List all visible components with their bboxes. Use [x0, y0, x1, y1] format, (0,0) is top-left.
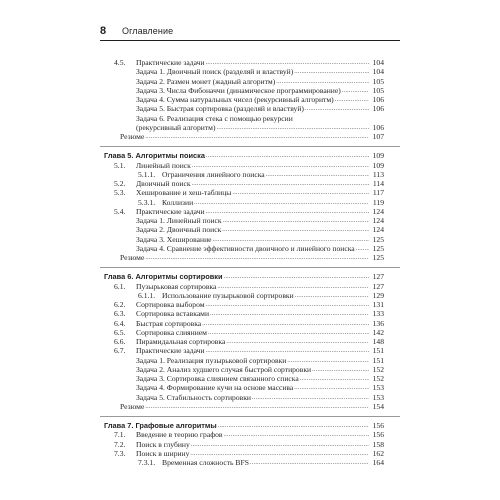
toc-entry-title: Задача 3. Хеширование	[136, 234, 212, 244]
toc-entry-page: 152	[372, 374, 384, 383]
toc-entry-page: 119	[372, 197, 384, 207]
toc-entry-page: 152	[372, 364, 384, 374]
toc-entry-page: 106	[372, 104, 384, 114]
toc-entry-title: Задача 4. Сравнение эффективности двоичного и линейного поиска	[136, 243, 355, 253]
toc-entry-page: 162	[372, 448, 384, 458]
toc-entry-title: Резюме	[120, 132, 145, 141]
toc-entry-number: 6.2.	[114, 300, 126, 309]
toc-entry-page: 127	[372, 272, 384, 282]
toc-entry-page: 133	[372, 309, 384, 319]
toc-entry-number: 7.1.	[114, 430, 126, 440]
toc-entry-title: Практические задачи	[136, 346, 205, 356]
toc-entry-page: 107	[372, 132, 384, 141]
toc-entry-title: Сортировка слиянием	[136, 327, 207, 337]
toc-entry-number: 4.5.	[114, 58, 126, 67]
toc-entry-page: 124	[372, 206, 384, 216]
toc-entry-number: 5.2.	[114, 179, 126, 188]
toc-entry-title: Сортировка выбором	[136, 300, 205, 309]
dot-leader	[250, 457, 369, 468]
toc-entry-page: 124	[372, 225, 384, 235]
toc-entry-number: 7.3.1.	[138, 458, 156, 467]
toc-entry-page: 156	[372, 421, 384, 430]
toc-entry-page: 106	[372, 95, 384, 104]
toc-entry-number: 5.1.	[114, 160, 126, 170]
toc-entry-title: Резюме	[120, 253, 145, 262]
toc-entry-page: 151	[372, 355, 384, 365]
toc-entry-page: 131	[372, 300, 384, 309]
toc-entry-number: 5.1.1.	[138, 169, 156, 179]
toc-entry-number: 7.2.	[114, 439, 126, 449]
toc-entry-number: 6.1.	[114, 281, 126, 291]
toc-entry-page: 142	[372, 327, 384, 337]
toc-entry-page: 156	[372, 430, 384, 440]
toc-entry-title: Задача 5. Быстрая сортировка (разделяй и властвуй)	[136, 104, 304, 114]
toc-entry-title: Задача 2. Анализ худшего случая быстрой сортировки	[136, 364, 312, 374]
page-number: 8	[100, 25, 107, 37]
toc-entry-title: Линейный поиск	[136, 160, 191, 170]
toc-entry-title: Использование пузырьковой сортировки	[162, 290, 294, 300]
toc-entry-page: 154	[372, 401, 384, 411]
toc-entry-title: Коллизии	[162, 197, 194, 207]
toc-entry-title: Глава 5. Алгоритмы поиска	[104, 151, 205, 161]
toc-entry-page: 113	[372, 169, 384, 179]
toc-entry-page: 148	[372, 337, 384, 346]
toc-entry-number: 5.4.	[114, 206, 126, 216]
toc-entry-number: 6.6.	[114, 337, 126, 346]
toc-entry-title: Задача 4. Формирование кучи на основе массива	[136, 383, 294, 393]
toc-entry	[110, 402, 384, 411]
toc-entry-title: (рекурсивный алгоритм)	[136, 122, 216, 132]
toc-entry-number: 6.7.	[114, 346, 126, 356]
toc-entry	[110, 253, 384, 262]
toc-entry-page: 158	[372, 439, 384, 449]
toc-entry-page: 153	[372, 383, 384, 393]
toc-entry-title: Двоичный поиск	[136, 179, 191, 188]
toc-entry-title: Задача 1. Двоичный поиск (разделяй и властвуй)	[136, 67, 294, 77]
toc-entry-number: 6.3.	[114, 309, 126, 319]
toc-entry-title: Задача 2. Размен монет (жадный алгоритм)	[136, 76, 276, 86]
toc-entry-title: Задача 1. Реализация пузырьковой сортировки	[136, 355, 287, 365]
toc-entry-page: 125	[372, 234, 384, 244]
toc-entry-page: 105	[372, 85, 384, 95]
toc-entry-title: Глава 7. Графовые алгоритмы	[104, 421, 217, 430]
toc-entry-title: Быстрая сортировка	[136, 318, 202, 328]
toc-entry-page: 109	[372, 151, 384, 161]
toc-entry-page: 109	[372, 160, 384, 170]
toc-entry-title: Глава 6. Алгоритмы сортировки	[104, 272, 223, 282]
toc-entry-title: Задача 5. Стабильность сортировки	[136, 392, 251, 402]
running-head: Оглавление	[122, 26, 174, 36]
toc-entry-number: 6.4.	[114, 318, 126, 328]
toc-entry-title: Временная сложность BFS	[162, 458, 249, 467]
toc-entry-page: 125	[372, 243, 384, 253]
toc-entry-page: 106	[372, 122, 384, 132]
toc-entry-title: Пирамидальная сортировка	[136, 337, 226, 346]
toc-entry-page: 114	[372, 179, 384, 188]
toc-entry-title: Задача 3. Числа Фибоначчи (динамическое программирование)	[136, 85, 341, 95]
toc-entry	[110, 132, 384, 141]
toc-entry-page: 104	[372, 58, 384, 67]
toc-entry-page: 117	[372, 188, 384, 198]
toc-entry-page: 151	[372, 346, 384, 356]
header-rule	[100, 40, 400, 41]
toc-entry-title: Хеширование и хеш-таблицы	[136, 188, 232, 198]
toc-entry-page: 136	[372, 318, 384, 328]
toc-entry-page: 124	[372, 216, 384, 225]
toc-entry-title: Задача 4. Сумма натуральных чисел (рекурсивный алгоритм)	[136, 95, 334, 104]
toc-entry-title: Задача 1. Линейный поиск	[136, 216, 222, 225]
toc-entry-page: 164	[372, 458, 384, 467]
table-of-contents	[104, 58, 384, 467]
toc-entry-title: Сортировка вставками	[136, 309, 210, 319]
page-header	[100, 25, 400, 37]
toc-entry-page: 125	[372, 253, 384, 262]
toc-entry-page: 105	[372, 76, 384, 86]
toc-entry	[110, 458, 384, 467]
toc-entry-title: Задача 6. Реализация стека с помощью рекурсии	[136, 113, 293, 123]
toc-entry	[110, 104, 384, 113]
toc-entry-title: Пузырьковая сортировка	[136, 281, 217, 291]
toc-entry-title: Поиск в ширину	[136, 448, 190, 458]
toc-entry-title: Резюме	[120, 401, 145, 411]
toc-entry-number: 7.3.	[114, 448, 126, 458]
toc-entry-title: Введение в теорию графов	[136, 430, 223, 440]
toc-entry-number: 5.3.1.	[138, 197, 156, 207]
toc-entry-title: Практические задачи	[136, 206, 205, 216]
toc-entry-page: 127	[372, 281, 384, 291]
toc-entry-number: 6.1.1.	[138, 290, 156, 300]
toc-entry-title: Практические задачи	[136, 58, 205, 67]
toc-entry-title: Поиск в глубину	[136, 439, 190, 449]
toc-entry-page: 129	[372, 290, 384, 300]
toc-entry-title: Задача 3. Сортировка слиянием связанного списка	[136, 374, 299, 383]
toc-entry-number: 6.5.	[114, 327, 126, 337]
toc-entry-title: Ограничения линейного поиска	[162, 169, 265, 179]
toc-entry-page: 104	[372, 67, 384, 77]
toc-entry-title: Задача 2. Двоичный поиск	[136, 225, 222, 235]
toc-entry-page: 153	[372, 392, 384, 402]
toc-entry	[110, 235, 384, 244]
toc-entry-number: 5.3.	[114, 188, 126, 198]
